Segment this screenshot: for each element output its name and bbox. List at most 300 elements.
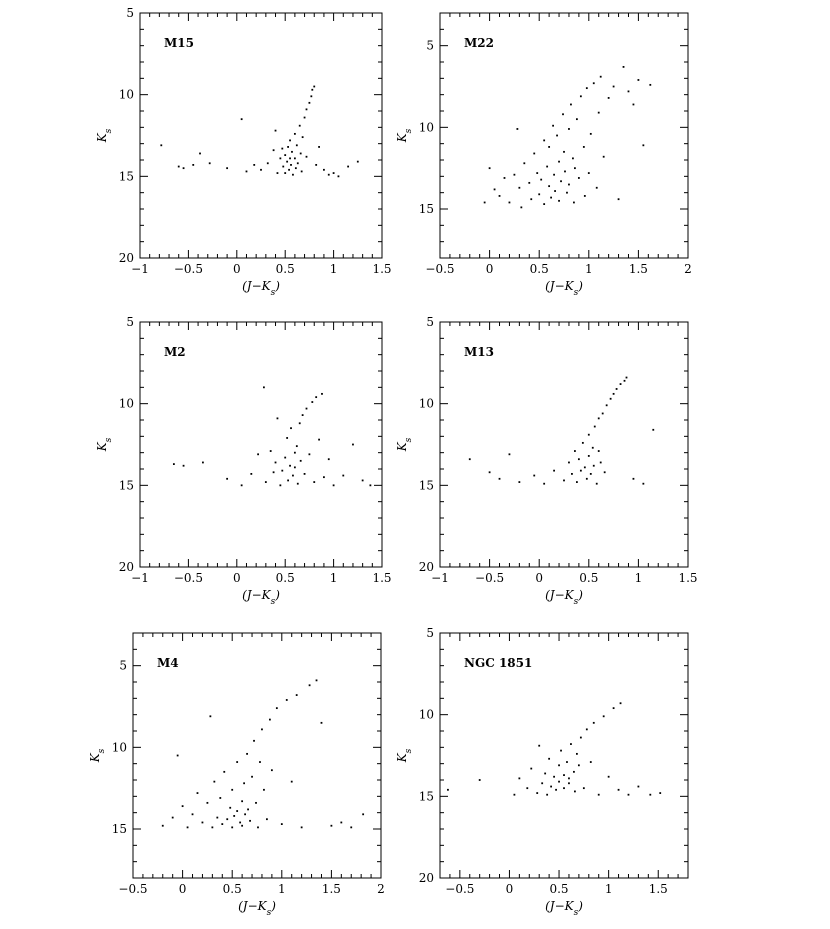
data-point bbox=[236, 810, 238, 812]
data-point bbox=[311, 89, 313, 91]
data-point bbox=[533, 153, 535, 155]
data-point bbox=[499, 478, 501, 480]
data-point bbox=[315, 164, 317, 166]
data-point bbox=[287, 146, 289, 148]
x-tick-label: −1 bbox=[131, 571, 149, 585]
data-point bbox=[302, 414, 304, 416]
data-point bbox=[548, 146, 550, 148]
panel-label: NGC 1851 bbox=[464, 656, 533, 670]
data-point bbox=[290, 164, 292, 166]
data-point bbox=[183, 465, 185, 467]
data-point bbox=[633, 104, 635, 106]
x-tick-label: 1 bbox=[604, 882, 613, 896]
data-point bbox=[523, 162, 525, 164]
data-point bbox=[347, 166, 349, 168]
data-point bbox=[568, 777, 570, 779]
data-points bbox=[484, 66, 651, 208]
data-point bbox=[518, 187, 520, 189]
data-point bbox=[310, 95, 312, 97]
x-tick-label: 0.5 bbox=[222, 882, 242, 896]
data-point bbox=[548, 758, 550, 760]
y-tick-label: 10 bbox=[118, 87, 134, 102]
data-point bbox=[328, 458, 330, 460]
data-point bbox=[247, 809, 249, 811]
x-tick-label: 1.5 bbox=[372, 571, 392, 585]
data-point bbox=[257, 453, 259, 455]
data-point bbox=[596, 187, 598, 189]
y-axis-label: $K_s$ bbox=[395, 437, 414, 452]
data-point bbox=[202, 462, 204, 464]
data-point bbox=[192, 164, 194, 166]
data-point bbox=[598, 794, 600, 796]
data-point bbox=[571, 473, 573, 475]
x-tick-label: 1 bbox=[329, 571, 338, 585]
data-point bbox=[588, 434, 590, 436]
data-point bbox=[300, 153, 302, 155]
data-point bbox=[323, 169, 325, 171]
x-axis-label: $(J-K_s)$ bbox=[545, 899, 583, 918]
data-point bbox=[290, 427, 292, 429]
data-point bbox=[603, 715, 605, 717]
data-point bbox=[600, 462, 602, 464]
data-point bbox=[556, 135, 558, 137]
data-point bbox=[281, 823, 283, 825]
data-point bbox=[489, 471, 491, 473]
data-point bbox=[580, 737, 582, 739]
data-point bbox=[494, 189, 496, 191]
data-point bbox=[570, 104, 572, 106]
data-point bbox=[548, 185, 550, 187]
data-point bbox=[284, 457, 286, 459]
data-point bbox=[573, 202, 575, 204]
x-tick-label: −0.5 bbox=[445, 882, 475, 896]
data-point bbox=[541, 782, 543, 784]
data-point bbox=[295, 167, 297, 169]
data-point bbox=[558, 764, 560, 766]
data-point bbox=[313, 86, 315, 88]
data-point bbox=[246, 171, 248, 173]
data-point bbox=[553, 776, 555, 778]
data-point bbox=[553, 470, 555, 472]
data-point bbox=[499, 195, 501, 197]
data-point bbox=[613, 707, 615, 709]
data-point bbox=[309, 102, 311, 104]
data-point bbox=[279, 484, 281, 486]
data-point bbox=[606, 404, 608, 406]
data-point bbox=[568, 462, 570, 464]
data-point bbox=[221, 823, 223, 825]
data-point bbox=[289, 465, 291, 467]
data-point bbox=[580, 95, 582, 97]
data-point bbox=[603, 156, 605, 158]
y-tick-label: 5 bbox=[426, 38, 434, 53]
data-point bbox=[543, 140, 545, 142]
data-point bbox=[555, 789, 557, 791]
panel-label: M2 bbox=[164, 345, 186, 359]
data-point bbox=[243, 782, 245, 784]
data-point bbox=[261, 728, 263, 730]
data-point bbox=[301, 171, 303, 173]
y-tick-label: 10 bbox=[418, 120, 434, 135]
panel-label: M15 bbox=[164, 36, 194, 50]
x-tick-label: 0 bbox=[505, 882, 514, 896]
panel-label: M4 bbox=[157, 656, 179, 670]
data-point bbox=[593, 465, 595, 467]
data-point bbox=[592, 447, 594, 449]
data-point bbox=[578, 764, 580, 766]
x-tick-label: −0.5 bbox=[475, 571, 505, 585]
data-point bbox=[600, 76, 602, 78]
data-point bbox=[586, 87, 588, 89]
data-point bbox=[362, 813, 364, 815]
data-point bbox=[286, 699, 288, 701]
data-point bbox=[309, 684, 311, 686]
x-tick-label: −0.5 bbox=[118, 882, 148, 896]
data-point bbox=[275, 462, 277, 464]
data-point bbox=[331, 825, 333, 827]
x-tick-label: −0.5 bbox=[173, 571, 203, 585]
data-point bbox=[516, 128, 518, 130]
y-axis-label: $K_s$ bbox=[95, 437, 114, 452]
data-point bbox=[209, 715, 211, 717]
data-point bbox=[244, 813, 246, 815]
data-point bbox=[574, 167, 576, 169]
data-point bbox=[300, 460, 302, 462]
data-point bbox=[226, 167, 228, 169]
x-tick-label: −0.5 bbox=[173, 262, 203, 276]
data-point bbox=[292, 475, 294, 477]
data-point bbox=[560, 180, 562, 182]
data-point bbox=[266, 818, 268, 820]
data-point bbox=[558, 161, 560, 163]
data-point bbox=[178, 166, 180, 168]
data-point bbox=[618, 198, 620, 200]
data-point bbox=[576, 481, 578, 483]
data-point bbox=[509, 202, 511, 204]
data-point bbox=[352, 444, 354, 446]
data-point bbox=[275, 130, 277, 132]
data-point bbox=[281, 470, 283, 472]
data-point bbox=[197, 792, 199, 794]
data-points bbox=[162, 679, 364, 828]
data-point bbox=[182, 805, 184, 807]
data-point bbox=[623, 66, 625, 68]
y-axis-label: $K_s$ bbox=[395, 748, 414, 763]
data-point bbox=[574, 450, 576, 452]
data-point bbox=[568, 184, 570, 186]
data-point bbox=[628, 794, 630, 796]
data-point bbox=[642, 483, 644, 485]
data-point bbox=[241, 800, 243, 802]
data-point bbox=[598, 112, 600, 114]
data-point bbox=[552, 125, 554, 127]
data-point bbox=[594, 426, 596, 428]
panel-m15 bbox=[95, 6, 392, 298]
y-tick-label: 15 bbox=[118, 478, 134, 493]
data-point bbox=[306, 408, 308, 410]
data-point bbox=[568, 128, 570, 130]
data-point bbox=[291, 781, 293, 783]
data-point bbox=[219, 797, 221, 799]
y-tick-label: 15 bbox=[418, 202, 434, 216]
x-tick-label: 0 bbox=[535, 571, 544, 585]
panel-label: M22 bbox=[464, 36, 494, 50]
data-point bbox=[580, 470, 582, 472]
y-tick-label: 10 bbox=[418, 707, 434, 722]
data-point bbox=[479, 779, 481, 781]
data-points bbox=[447, 702, 661, 795]
x-tick-label: 0.5 bbox=[275, 571, 295, 585]
data-point bbox=[544, 773, 546, 775]
x-tick-label: 0.5 bbox=[275, 262, 295, 276]
x-tick-label: 1 bbox=[277, 882, 286, 896]
data-point bbox=[566, 761, 568, 763]
data-point bbox=[294, 133, 296, 135]
data-point bbox=[590, 473, 592, 475]
data-point bbox=[620, 383, 622, 385]
x-axis-label: $(J-K_s)$ bbox=[545, 279, 583, 298]
data-point bbox=[593, 722, 595, 724]
data-point bbox=[297, 162, 299, 164]
data-point bbox=[638, 79, 640, 81]
data-point bbox=[578, 177, 580, 179]
data-points bbox=[469, 377, 654, 485]
data-point bbox=[297, 483, 299, 485]
y-tick-label: 20 bbox=[418, 871, 434, 885]
data-point bbox=[299, 422, 301, 424]
data-point bbox=[229, 807, 231, 809]
y-tick-label: 15 bbox=[418, 478, 434, 493]
data-point bbox=[583, 146, 585, 148]
data-point bbox=[576, 118, 578, 120]
data-point bbox=[362, 480, 364, 482]
x-tick-label: 1.5 bbox=[628, 262, 648, 276]
x-tick-label: 1.5 bbox=[648, 882, 668, 896]
x-tick-label: 0 bbox=[485, 262, 494, 276]
data-point bbox=[563, 787, 565, 789]
data-point bbox=[509, 453, 511, 455]
data-point bbox=[649, 794, 651, 796]
y-tick-label: 15 bbox=[111, 822, 127, 836]
y-tick-label: 10 bbox=[118, 396, 134, 411]
data-point bbox=[284, 172, 286, 174]
data-point bbox=[369, 484, 371, 486]
panel-m22 bbox=[395, 13, 692, 298]
data-point bbox=[469, 458, 471, 460]
data-point bbox=[588, 172, 590, 174]
y-tick-label: 20 bbox=[118, 560, 134, 574]
data-point bbox=[173, 463, 175, 465]
data-point bbox=[231, 826, 233, 828]
data-point bbox=[582, 442, 584, 444]
data-point bbox=[276, 707, 278, 709]
data-point bbox=[659, 792, 661, 794]
x-tick-label: 2 bbox=[377, 882, 385, 896]
x-tick-label: 1 bbox=[329, 262, 338, 276]
data-point bbox=[263, 789, 265, 791]
data-point bbox=[540, 179, 542, 181]
data-point bbox=[602, 413, 604, 415]
data-point bbox=[558, 200, 560, 202]
data-point bbox=[584, 466, 586, 468]
data-point bbox=[270, 450, 272, 452]
data-point bbox=[574, 791, 576, 793]
data-point bbox=[177, 755, 179, 757]
data-point bbox=[530, 198, 532, 200]
x-tick-label: −1 bbox=[431, 571, 449, 585]
y-tick-label: 5 bbox=[426, 626, 434, 640]
data-point bbox=[333, 172, 335, 174]
data-point bbox=[616, 388, 618, 390]
data-point bbox=[538, 745, 540, 747]
y-tick-label: 10 bbox=[111, 740, 127, 755]
x-tick-label: 1.5 bbox=[321, 882, 341, 896]
x-tick-label: 1.5 bbox=[678, 571, 698, 585]
data-point bbox=[313, 481, 315, 483]
data-point bbox=[260, 169, 262, 171]
data-point bbox=[202, 822, 204, 824]
data-points bbox=[173, 386, 371, 486]
data-point bbox=[267, 162, 269, 164]
data-point bbox=[309, 453, 311, 455]
x-axis-label: $(J-K_s)$ bbox=[242, 588, 280, 607]
data-point bbox=[282, 166, 284, 168]
data-point bbox=[289, 140, 291, 142]
data-point bbox=[584, 195, 586, 197]
data-point bbox=[226, 478, 228, 480]
data-point bbox=[546, 166, 548, 168]
data-point bbox=[618, 789, 620, 791]
data-point bbox=[596, 483, 598, 485]
data-point bbox=[211, 826, 213, 828]
x-tick-label: 0 bbox=[232, 571, 241, 585]
data-point bbox=[520, 206, 522, 208]
data-point bbox=[562, 113, 564, 115]
data-point bbox=[583, 787, 585, 789]
x-axis-label: $(J-K_s)$ bbox=[545, 588, 583, 607]
y-tick-label: 5 bbox=[119, 658, 127, 673]
data-point bbox=[273, 149, 275, 151]
data-point bbox=[207, 802, 209, 804]
data-point bbox=[550, 786, 552, 788]
data-point bbox=[563, 151, 565, 153]
data-point bbox=[590, 761, 592, 763]
data-point bbox=[530, 768, 532, 770]
x-tick-label: 0.5 bbox=[529, 262, 549, 276]
data-point bbox=[277, 417, 279, 419]
data-point bbox=[226, 818, 228, 820]
x-tick-label: 0.5 bbox=[549, 882, 569, 896]
data-point bbox=[311, 401, 313, 403]
data-point bbox=[652, 429, 654, 431]
data-point bbox=[172, 817, 174, 819]
data-point bbox=[338, 175, 340, 177]
data-point bbox=[306, 156, 308, 158]
data-point bbox=[251, 776, 253, 778]
data-point bbox=[233, 815, 235, 817]
data-point bbox=[183, 167, 185, 169]
data-point bbox=[350, 826, 352, 828]
data-point bbox=[323, 476, 325, 478]
data-point bbox=[328, 174, 330, 176]
data-point bbox=[536, 792, 538, 794]
data-point bbox=[543, 203, 545, 205]
data-point bbox=[554, 190, 556, 192]
data-point bbox=[209, 162, 211, 164]
data-point bbox=[279, 157, 281, 159]
data-point bbox=[576, 753, 578, 755]
data-point bbox=[296, 144, 298, 146]
data-point bbox=[566, 192, 568, 194]
data-point bbox=[304, 117, 306, 119]
data-point bbox=[560, 750, 562, 752]
data-point bbox=[533, 475, 535, 477]
data-point bbox=[568, 782, 570, 784]
data-point bbox=[294, 466, 296, 468]
x-axis-label: $(J-K_s)$ bbox=[238, 899, 276, 918]
y-tick-label: 15 bbox=[418, 789, 434, 804]
data-point bbox=[333, 484, 335, 486]
data-point bbox=[558, 781, 560, 783]
data-point bbox=[550, 197, 552, 199]
data-point bbox=[586, 728, 588, 730]
x-tick-label: 0 bbox=[232, 262, 241, 276]
data-point bbox=[628, 91, 630, 93]
data-point bbox=[573, 771, 575, 773]
data-point bbox=[649, 84, 651, 86]
data-point bbox=[588, 455, 590, 457]
data-point bbox=[281, 148, 283, 150]
data-point bbox=[296, 694, 298, 696]
data-point bbox=[284, 154, 286, 156]
data-point bbox=[624, 380, 626, 382]
data-point bbox=[253, 740, 255, 742]
data-point bbox=[543, 483, 545, 485]
data-point bbox=[447, 789, 449, 791]
data-point bbox=[608, 97, 610, 99]
data-point bbox=[553, 174, 555, 176]
panel-m2 bbox=[95, 315, 392, 607]
data-point bbox=[604, 471, 606, 473]
data-point bbox=[610, 398, 612, 400]
panel-m13 bbox=[395, 315, 698, 607]
data-point bbox=[536, 172, 538, 174]
data-point bbox=[357, 161, 359, 163]
data-point bbox=[255, 802, 257, 804]
data-point bbox=[489, 167, 491, 169]
data-point bbox=[316, 679, 318, 681]
data-point bbox=[598, 450, 600, 452]
data-point bbox=[286, 161, 288, 163]
data-point bbox=[538, 193, 540, 195]
data-point bbox=[321, 722, 323, 724]
x-tick-label: 0.5 bbox=[579, 571, 599, 585]
y-tick-label: 10 bbox=[418, 396, 434, 411]
data-point bbox=[241, 825, 243, 827]
data-point bbox=[593, 82, 595, 84]
x-tick-label: 1.5 bbox=[372, 262, 392, 276]
data-point bbox=[526, 787, 528, 789]
data-point bbox=[162, 825, 164, 827]
data-point bbox=[291, 151, 293, 153]
data-point bbox=[294, 157, 296, 159]
data-point bbox=[301, 826, 303, 828]
data-point bbox=[572, 157, 574, 159]
data-point bbox=[514, 174, 516, 176]
data-points bbox=[160, 86, 358, 178]
data-point bbox=[578, 458, 580, 460]
data-point bbox=[246, 753, 248, 755]
